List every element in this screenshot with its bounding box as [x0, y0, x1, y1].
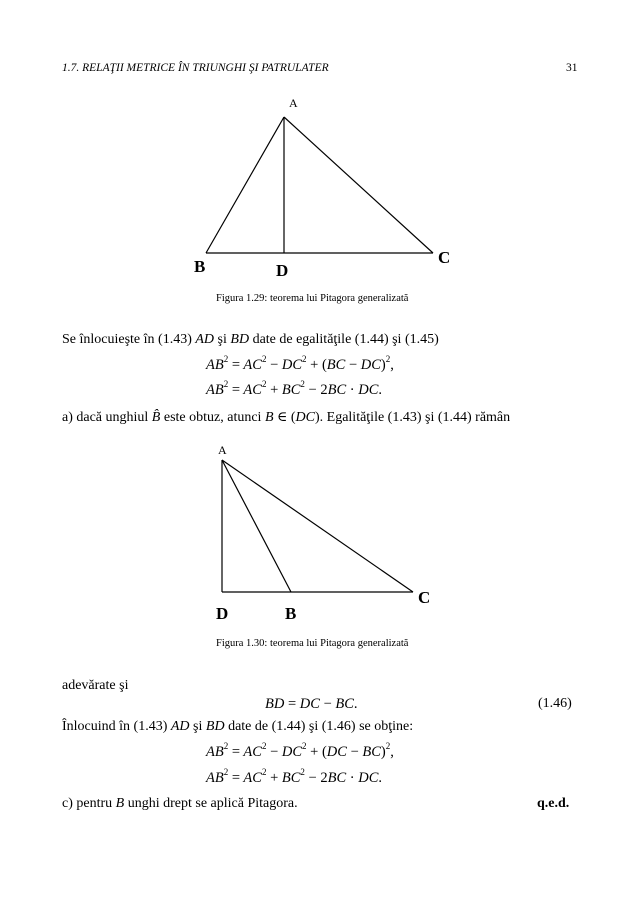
side-ac — [222, 460, 413, 592]
figure-1-caption: Figura 1.29: teorema lui Pitagora generalizată — [216, 293, 409, 304]
vertex-label-b: B — [285, 604, 297, 623]
equation-3-number: (1.46) — [538, 696, 572, 711]
vertex-label-c: C — [418, 588, 431, 607]
paragraph-obtuse-case: a) dacă unghiul B̂ este obtuz, atunci B ∈ (DC). Egalităţile (1.43) şi (1.44) rămân — [62, 410, 511, 425]
vertex-label-a: A — [218, 443, 227, 457]
figure-1-triangle — [0, 85, 638, 285]
figure-2-triangle — [0, 440, 638, 630]
paragraph-replacing: Înlocuind în (1.43) AD şi BD date de (1.44) şi (1.46) se obţine: — [62, 719, 414, 734]
vertex-label-d: D — [216, 604, 229, 623]
paragraph-remain-true: adevărate şi — [62, 678, 129, 693]
qed-mark: q.e.d. — [537, 796, 570, 811]
paragraph-substitution: Se înlocuieşte în (1.43) AD şi BD date de egalităţile (1.44) şi (1.45) — [62, 332, 439, 347]
equation-2: $AB^2 = AC^2 + BC^2 - 2BC$ · DC. — [206, 379, 382, 398]
paragraph-right-angle: c) pentru B unghi drept se aplică Pitagora. — [62, 796, 298, 811]
vertex-label-c: C — [438, 248, 451, 267]
equation-1: $AB^2 = AC^2 - DC^2 + (BC - DC)^2$, — [206, 354, 394, 373]
vertex-label-d: D — [276, 261, 289, 280]
figure-2-caption: Figura 1.30: teorema lui Pitagora generalizată — [216, 638, 409, 649]
running-header: 1.7. RELAŢII METRICE ÎN TRIUNGHI ŞI PATRULATER — [62, 62, 329, 74]
page-number: 31 — [566, 62, 578, 74]
equation-3: BD = DC − BC. — [265, 696, 358, 712]
equation-4: $AB^2 = AC^2 - DC^2 + (DC - BC)^2$, — [206, 741, 394, 760]
side-ab — [222, 460, 291, 592]
equation-5: $AB^2 = AC^2 + BC^2 - 2BC$ · DC. — [206, 767, 382, 786]
vertex-label-a: A — [289, 96, 298, 110]
side-ac — [284, 117, 433, 253]
side-ab — [206, 117, 284, 253]
vertex-label-b: B — [194, 257, 206, 276]
